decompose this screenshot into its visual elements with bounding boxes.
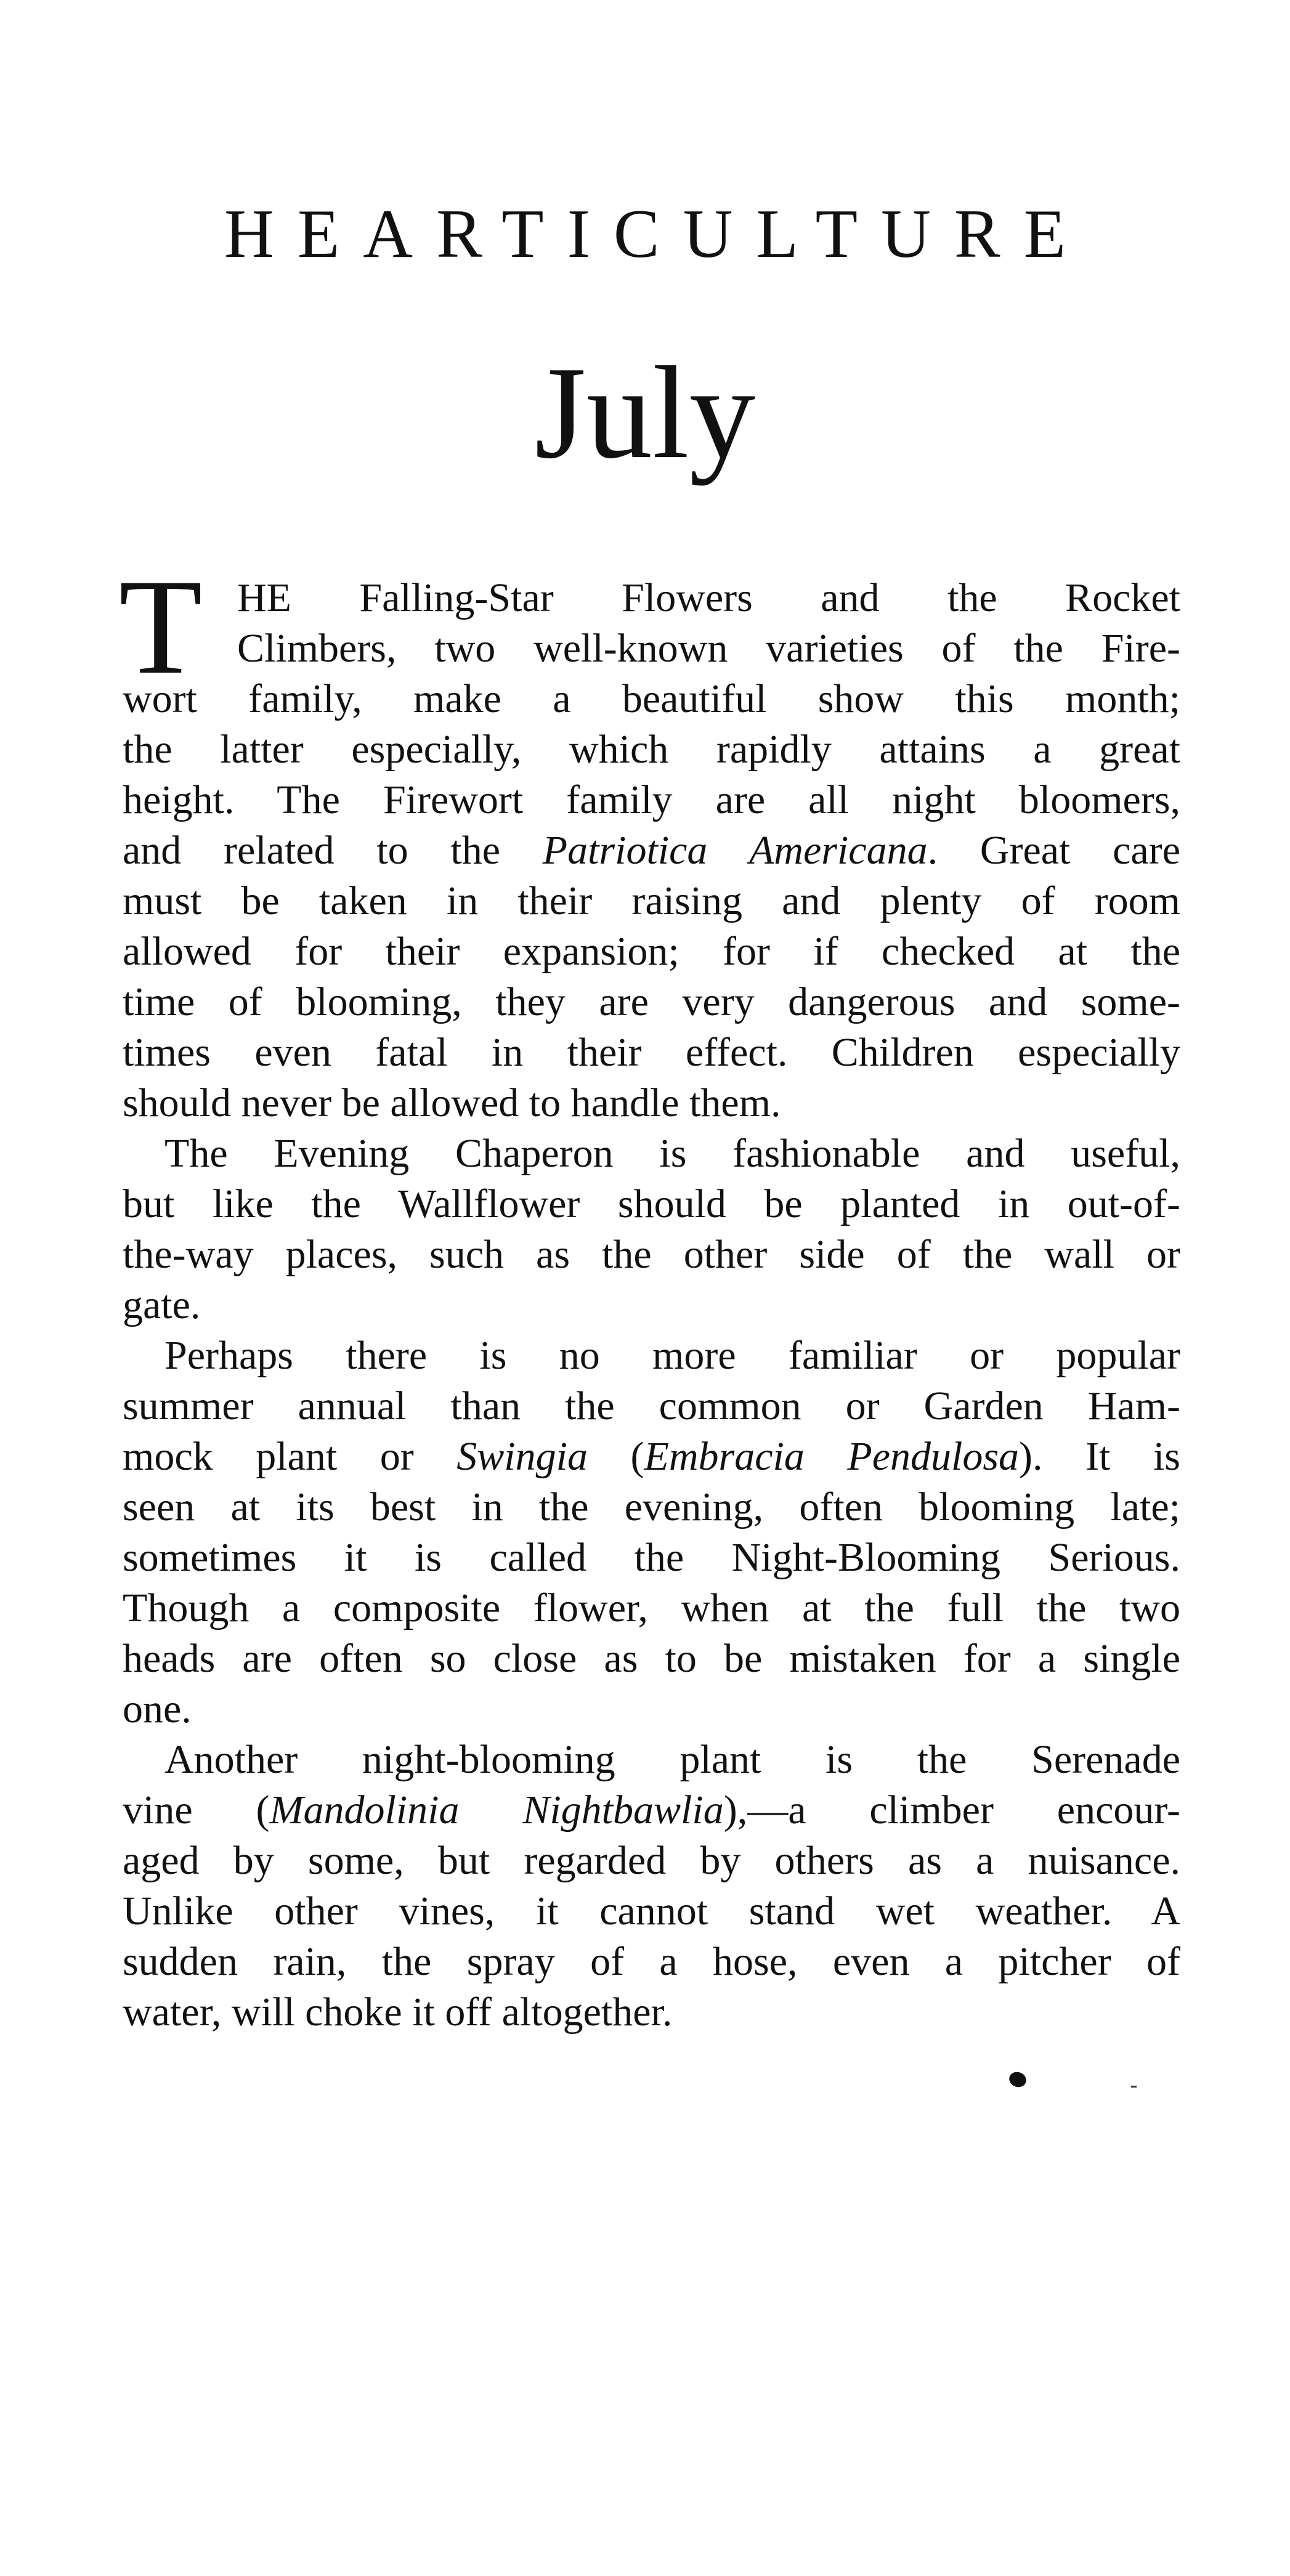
text-segment: aged by some, but regarded by others as a nuisance. <box>123 1838 1180 1883</box>
ink-blot-mark <box>1007 2070 1029 2089</box>
text-segment: ). It is <box>1019 1434 1180 1479</box>
text-segment: vine ( <box>123 1788 270 1833</box>
text-segment: heads are often so close as to be mistaken for a single <box>123 1636 1180 1681</box>
article-body <box>119 551 1181 2038</box>
text-line <box>123 724 1180 775</box>
italic-text: Patriotica Americana <box>542 828 928 873</box>
text-line <box>123 1785 1180 1836</box>
text-line <box>123 1078 1180 1128</box>
text-segment: gate. <box>123 1282 201 1327</box>
text-segment: should never be allowed to handle them. <box>123 1080 781 1125</box>
text-line <box>123 1886 1180 1937</box>
text-line <box>123 825 1180 876</box>
text-segment: times even fatal in their effect. Children especially <box>123 1030 1180 1075</box>
text-line <box>123 623 1180 674</box>
text-line <box>123 1280 1180 1331</box>
text-line <box>123 1937 1180 1987</box>
text-line <box>123 1533 1180 1583</box>
text-segment: ),—a climber encour- <box>723 1788 1181 1833</box>
text-segment: summer annual than the common or Garden Ham- <box>123 1383 1180 1428</box>
italic-text: Swingia <box>456 1434 588 1479</box>
text-line <box>123 1634 1180 1684</box>
text-segment: mock plant or <box>123 1434 457 1479</box>
text-segment: ( <box>587 1434 644 1479</box>
text-segment: wort family, make a beautiful show this month; <box>123 676 1180 721</box>
text-segment: Unlike other vines, it cannot stand wet weather. A <box>123 1889 1180 1934</box>
text-line <box>123 1684 1180 1735</box>
text-segment: sometimes it is called the Night-Blooming Serious. <box>123 1535 1180 1580</box>
text-line <box>123 1583 1180 1634</box>
text-line <box>123 1381 1180 1432</box>
text-line <box>123 1229 1180 1280</box>
text-segment: . Great care <box>927 828 1180 873</box>
text-segment: Though a composite flower, when at the full the two <box>123 1586 1180 1630</box>
text-segment: The Evening Chaperon is fashionable and useful, <box>164 1131 1180 1176</box>
text-line <box>123 1987 1180 2038</box>
text-segment: must be taken in their raising and plenty of room <box>123 878 1180 923</box>
italic-text: Mandolinia Nightbawlia <box>269 1788 724 1833</box>
text-segment: Climbers, two well-known varieties of the Fire- <box>237 626 1180 671</box>
text-segment: allowed for their expansion; for if checked at the <box>123 929 1180 974</box>
text-line <box>123 1128 1180 1179</box>
ink-dash-mark <box>1131 2086 1137 2088</box>
text-line <box>123 573 1180 623</box>
italic-text: Embracia Pendulosa <box>644 1434 1020 1479</box>
text-segment: one. <box>123 1687 192 1732</box>
text-line <box>123 1027 1180 1078</box>
text-segment: height. The Firewort family are all night bloomers, <box>123 777 1180 822</box>
text-line <box>123 1836 1180 1886</box>
text-segment: water, will choke it off altogether. <box>123 1990 673 2035</box>
text-segment: Perhaps there is no more familiar or popular <box>164 1333 1180 1378</box>
text-line <box>123 977 1180 1027</box>
text-segment: time of blooming, they are very dangerous and some- <box>123 979 1180 1024</box>
text-line <box>123 1735 1180 1785</box>
text-segment: HE Falling-Star Flowers and the Rocket <box>237 575 1180 620</box>
text-segment: Another night-blooming plant is the Serenade <box>164 1737 1180 1782</box>
drop-cap: T <box>119 551 203 703</box>
text-line <box>123 876 1180 926</box>
page-title: HEARTICULTURE <box>224 196 1089 272</box>
text-line <box>123 775 1180 825</box>
text-line <box>123 1331 1180 1381</box>
text-line <box>123 1482 1180 1533</box>
text-line <box>123 1432 1180 1482</box>
text-segment: and related to the <box>123 828 543 873</box>
text-segment: the latter especially, which rapidly attains a great <box>123 727 1180 772</box>
text-segment: seen at its best in the evening, often blooming late; <box>123 1484 1180 1529</box>
section-heading-month: July <box>534 339 756 486</box>
text-segment: sudden rain, the spray of a hose, even a pitcher of <box>123 1939 1180 1984</box>
text-segment: but like the Wallflower should be planted in out-of- <box>123 1181 1180 1226</box>
text-segment: the-way places, such as the other side of the wall or <box>123 1232 1180 1277</box>
text-line <box>123 926 1180 977</box>
text-line <box>123 674 1180 724</box>
text-line <box>123 1179 1180 1229</box>
